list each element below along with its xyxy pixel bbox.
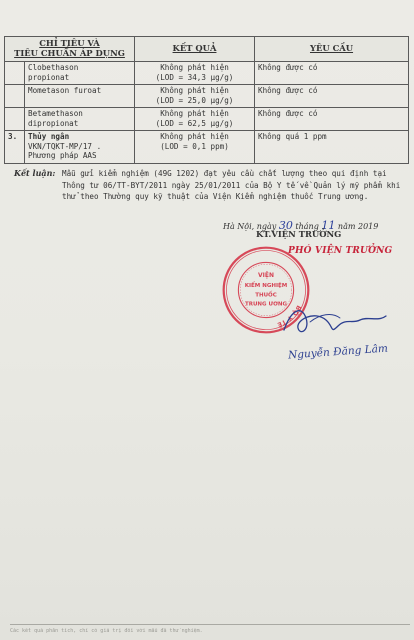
criteria-name-line1: Mometason furoat	[28, 86, 102, 95]
results-table	[4, 36, 409, 164]
stamp-line1: VIỆN	[258, 272, 274, 280]
criteria-name-line3: Phương pháp AAS	[28, 151, 97, 161]
conclusion-label: Kết luận:	[14, 168, 56, 178]
criteria-name	[25, 108, 135, 131]
result-line1: Không phát hiện	[160, 86, 229, 95]
handwritten-month: 11	[321, 219, 336, 232]
requirement-cell: Không quá 1 ppm	[255, 131, 409, 164]
header-criteria	[5, 37, 135, 62]
result-line1: Không phát hiện	[160, 132, 229, 141]
table-row	[5, 62, 409, 85]
stamp-line2: KIỂM NGHIỆM	[244, 283, 288, 290]
result-cell	[135, 131, 255, 164]
requirement-cell: Không được có	[255, 85, 409, 108]
result-line1: Không phát hiện	[160, 63, 229, 72]
header-criteria-line2: TIÊU CHUẨN ÁP DỤNG	[14, 48, 125, 58]
criteria-name	[25, 85, 135, 108]
month-prefix: tháng	[295, 222, 319, 231]
criteria-name	[25, 131, 135, 164]
header-result: KẾT QUẢ	[135, 37, 255, 62]
requirement-cell: Không được có	[255, 62, 409, 85]
conclusion-text: Mẫu gửi kiểm nghiệm (49G 1202) đạt yêu cầu chất lượng theo qui định tại Thông tư 06/TT-BYT/2011 ngày 25/01/2011 của Bộ Y tế về Quản lý mỹ phẩm khi thử theo Thường quy kỹ thuật của Viện Kiểm nghiệm thuốc Trung ương.	[62, 169, 401, 201]
handwritten-day: 30	[278, 219, 293, 232]
table-row	[5, 131, 409, 164]
result-line2: (LOD = 0,1 ppm)	[160, 141, 229, 151]
result-cell	[135, 85, 255, 108]
criteria-name-line1: Clobethason	[28, 63, 79, 72]
stamp-line3: THUỐC	[255, 292, 277, 299]
table-header-row	[5, 37, 409, 62]
result-cell	[135, 108, 255, 131]
criteria-name	[25, 62, 135, 85]
place-prefix: Hà Nội, ngày	[223, 222, 277, 231]
criteria-name-line1: Betamethason	[28, 109, 83, 118]
stamp-line4: TRUNG ƯƠNG	[244, 301, 288, 308]
signer-name: Nguyễn Đăng Lâm	[287, 342, 389, 362]
requirement-cell: Không được có	[255, 108, 409, 131]
result-line1: Không phát hiện	[160, 109, 229, 118]
deputy-title: PHÓ VIỆN TRƯỞNG	[288, 246, 393, 256]
year-text: năm 2019	[337, 222, 379, 231]
conclusion-section	[14, 168, 410, 203]
footer-divider	[10, 624, 410, 625]
criteria-name-line2: dipropionat	[28, 118, 79, 128]
table-row	[5, 108, 409, 131]
criteria-name-line2: VKN/TQKT-MP/17 .	[28, 141, 102, 151]
row-number	[5, 62, 25, 85]
result-cell	[135, 62, 255, 85]
footer-note: Các kết quả phân tích, chỉ có giá trị đối với mẫu đã thử nghiệm.	[10, 628, 203, 634]
handwritten-signature-icon	[280, 300, 390, 342]
criteria-name-line2: propionat	[28, 72, 70, 82]
stamp-outer-text: BỘ Y TẾ	[276, 303, 303, 329]
table-row	[5, 85, 409, 108]
row-number	[5, 108, 25, 131]
row-number	[5, 85, 25, 108]
result-line2: (LOD = 34,3 µg/g)	[155, 72, 234, 82]
result-line2: (LOD = 25,0 µg/g)	[155, 95, 234, 105]
row-number: 3.	[5, 131, 25, 164]
header-criteria-line1: CHỈ TIÊU VÀ	[39, 38, 100, 49]
on-behalf-title: KT.VIỆN TRƯỞNG	[256, 229, 342, 239]
criteria-name-line1: Thủy ngân	[28, 132, 70, 141]
result-line2: (LOD = 62,5 µg/g)	[155, 118, 234, 128]
header-requirement: YÊU CẦU	[255, 37, 409, 62]
